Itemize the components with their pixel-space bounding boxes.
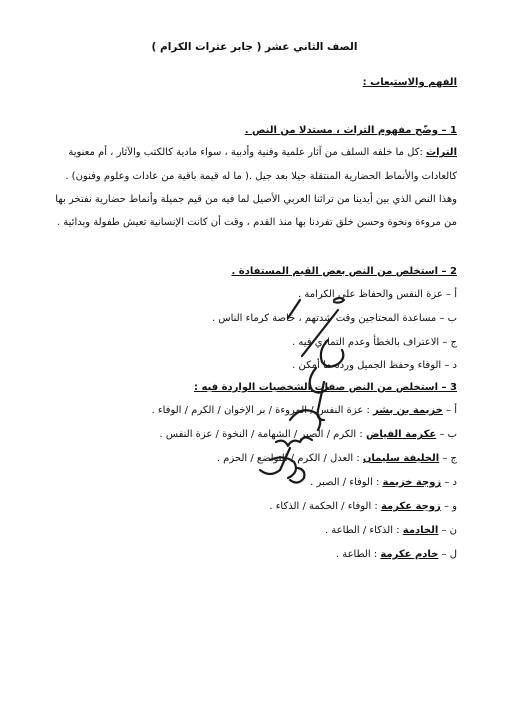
q1-line-4: من مروءة ونخوة وحسن خلق تفردنا بها منذ القدم ، وقت أن كانت الإنسانية تعيش طفولة وبدائية . <box>56 217 457 228</box>
character-name: الخليفة سليمان <box>362 453 440 464</box>
page-title: الصف الثاني عشر ( جابر عثرات الكرام ) <box>151 41 358 53</box>
question-3-heading: 3 – استخلص من النص صفات الشخصيات الواردة فيه : <box>193 382 457 393</box>
character-name: خادم عكرمة <box>380 549 439 560</box>
q2-item: ج – الاعتراف بالخطأ وعدم التمادي فيه . <box>292 337 457 348</box>
question-1-heading: 1 – وضّح مفهوم التراث ، مستدلا من النص . <box>244 125 457 136</box>
section-heading: الفهم والاستيعاب : <box>362 77 457 88</box>
q3-item: د – زوجة خزيمة : الوفاء / الصبر . <box>310 477 457 488</box>
q3-item: ب – عكرمة الفياض : الكرم / الصبر / الشهامة / النخوة / عزة النفس . <box>159 429 457 440</box>
character-traits: : الكرم / الصبر / الشهامة / النخوة / عزة النفس . <box>159 429 366 440</box>
character-traits: : الذكاء / الطاعة . <box>324 525 403 536</box>
question-2-heading: 2 – استخلص من النص بعض القيم المستفادة . <box>231 266 457 277</box>
q2-item: ب – مساعدة المحتاجين وقت شدتهم ، خاصة كرماء الناس . <box>212 313 457 324</box>
q3-item: و – زوجة عكرمة : الوفاء / الحكمة / الذكاء . <box>269 501 457 512</box>
q3-item: ن – الخادمة : الذكاء / الطاعة . <box>324 525 457 536</box>
character-traits: : الوفاء / الحكمة / الذكاء . <box>269 501 381 512</box>
character-name: خزيمة بن بشر <box>373 405 443 416</box>
q1-definition: :كل ما خلفه السلف من آثار علمية وفنية وأدبية ، سواء مادية كالكتب والآثار ، أم معنوية <box>68 147 427 158</box>
q1-line-2: كالعادات والأنماط الحضارية المنتقلة جيلا بعد جيل .( ما له قيمة باقية من عادات وعلوم وفنون) . <box>65 171 457 182</box>
character-traits: : الوفاء / الصبر . <box>310 477 383 488</box>
character-traits: : العدل / الكرم / التواضع / الحزم . <box>216 453 363 464</box>
character-name: الخادمة <box>402 525 439 536</box>
q1-term: التراث <box>426 147 457 158</box>
character-name: زوجة عكرمة <box>380 501 441 512</box>
character-name: عكرمة الفياض <box>365 429 437 440</box>
q3-item: ج – الخليفة سليمان : العدل / الكرم / التواضع / الحزم . <box>216 453 457 464</box>
q3-item: أ – خزيمة بن بشر : عزة النفس / المروءة / بر الإخوان / الكرم / الوفاء . <box>151 405 457 416</box>
q2-item: د – الوفاء وحفظ الجميل ورده ما أمكن . <box>292 360 457 371</box>
character-traits: : عزة النفس / المروءة / بر الإخوان / الكرم / الوفاء . <box>151 405 374 416</box>
character-name: زوجة خزيمة <box>382 477 442 488</box>
q1-line-1 <box>28 146 457 160</box>
q2-item: أ – عزة النفس والحفاظ على الكرامة . <box>297 289 457 300</box>
character-traits: : الطاعة . <box>335 549 381 560</box>
q3-item: ل – خادم عكرمة : الطاعة . <box>335 549 457 560</box>
q1-line-3: وهذا النص الذي بين أيدينا من تراثنا العربي الأصيل لما فيه من قيم جميلة وأنماط حضارية نفتخر بها <box>55 194 457 205</box>
